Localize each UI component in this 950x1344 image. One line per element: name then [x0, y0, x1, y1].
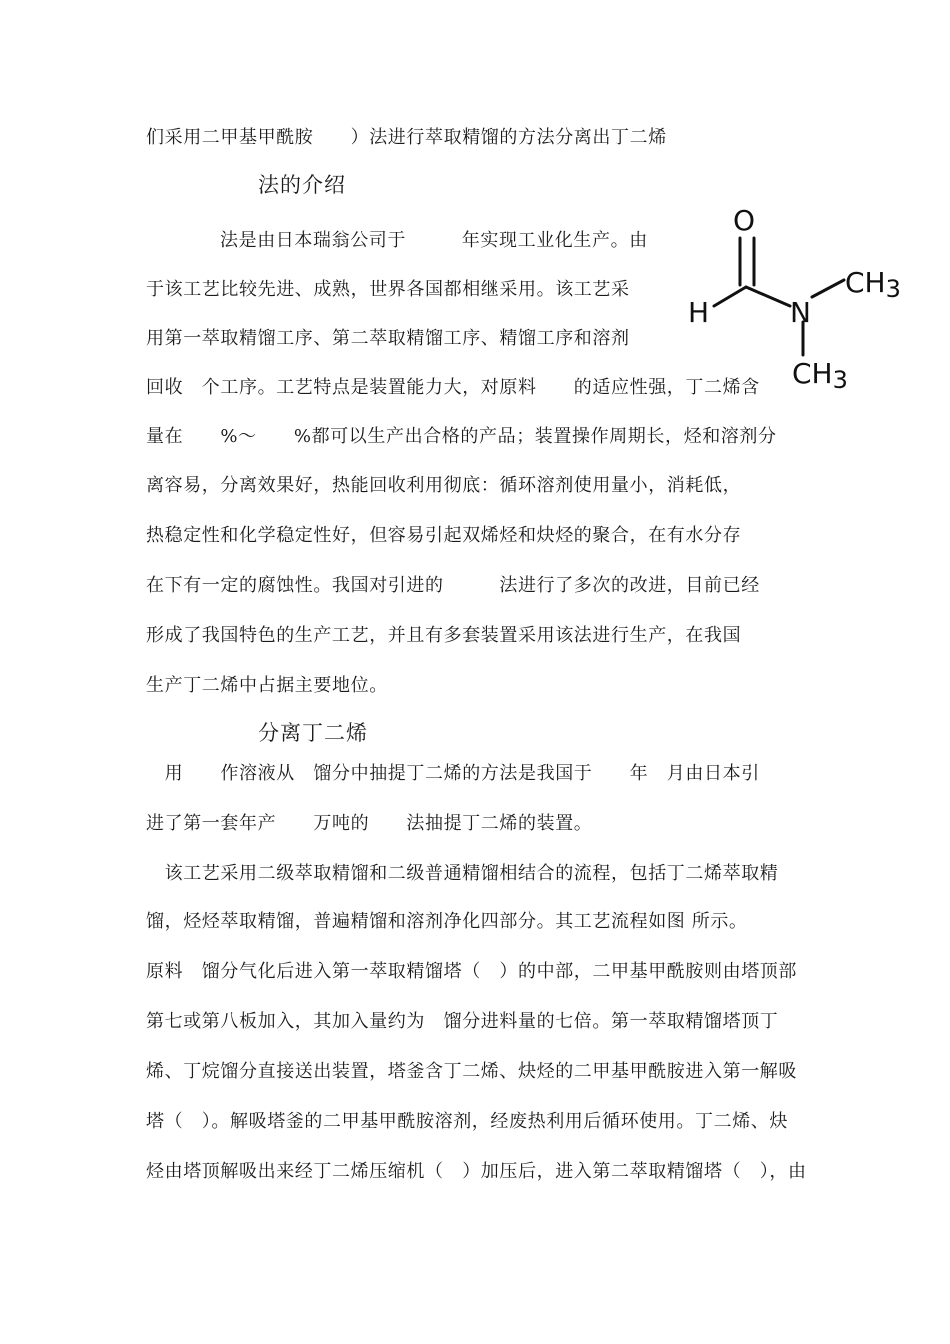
paragraph-line: 法是由日本瑞翁公司于 年实现工业化生产。由: [220, 230, 648, 251]
section-heading-separation: 分离丁二烯: [258, 721, 368, 745]
bond-c-h: [714, 287, 746, 306]
atom-o-label: O: [733, 204, 756, 237]
section-heading-intro: 法的介绍: [258, 173, 346, 197]
paragraph-line: 量在 %～ %都可以生产出合格的产品；装置操作周期长，烃和溶剂分: [146, 426, 777, 447]
paragraph-line: 离容易，分离效果好，热能回收利用彻底：循环溶剂使用量小，消耗低，: [146, 475, 742, 496]
methyl-2-subscript: 3: [832, 366, 848, 394]
paragraph-line: 用第一萃取精馏工序、第二萃取精馏工序、精馏工序和溶剂: [146, 328, 630, 349]
paragraph-line: 于该工艺比较先进、成熟，世界各国都相继采用。该工艺采: [146, 279, 630, 300]
paragraph-line: 形成了我国特色的生产工艺，并且有多套装置采用该法进行生产，在我国: [146, 625, 742, 646]
intro-line: 们采用二甲基甲酰胺 ）法进行萃取精馏的方法分离出丁二烯: [146, 127, 667, 148]
paragraph-line: 烃由塔顶解吸出来经丁二烯压缩机（ ）加压后，进入第二萃取精馏塔（ ），由: [146, 1161, 807, 1182]
methyl-group-2: [792, 357, 848, 394]
methyl-group-1: [845, 266, 901, 303]
paragraph-line: 塔（ ）。解吸塔釜的二甲基甲酰胺溶剂，经废热利用后循环使用。丁二烯、炔: [146, 1111, 788, 1132]
methyl-1-text: CH: [845, 266, 886, 299]
paragraph-line: 原料 馏分气化后进入第一萃取精馏塔（ ）的中部，二甲基甲酰胺则由塔顶部: [146, 961, 797, 982]
paragraph-line: 第七或第八板加入，其加入量约为 馏分进料量的七倍。第一萃取精馏塔顶丁: [146, 1011, 779, 1032]
paragraph-line: 馏，烃烃萃取精馏，普遍精馏和溶剂净化四部分。其工艺流程如图 所示。: [146, 911, 748, 932]
paragraph-line: 在下有一定的腐蚀性。我国对引进的 法进行了多次的改进，目前已经: [146, 575, 760, 596]
methyl-1-subscript: 3: [885, 275, 901, 303]
paragraph-line: 进了第一套年产 万吨的 法抽提丁二烯的装置。: [146, 813, 593, 834]
bond-c-n: [746, 287, 790, 306]
atom-n-label: N: [790, 296, 811, 329]
dmf-structure-diagram: [680, 200, 910, 395]
paragraph-line: 烯、丁烷馏分直接送出装置，塔釜含丁二烯、炔烃的二甲基甲酰胺进入第一解吸: [146, 1061, 797, 1082]
paragraph-line: 该工艺采用二级萃取精馏和二级普通精馏相结合的流程，包括丁二烯萃取精: [146, 863, 779, 884]
paragraph-line: 生产丁二烯中占据主要地位。: [146, 675, 388, 696]
methyl-2-text: CH: [792, 357, 833, 390]
paragraph-line: 用 作溶液从 馏分中抽提丁二烯的方法是我国于 年 月由日本引: [146, 763, 760, 784]
paragraph-line: 热稳定性和化学稳定性好，但容易引起双烯烃和炔烃的聚合，在有水分存: [146, 525, 742, 546]
atom-h-label: H: [688, 296, 710, 329]
bond-n-ch3-1: [812, 280, 844, 297]
paragraph-line: 回收 个工序。工艺特点是装置能力大，对原料 的适应性强，丁二烯含: [146, 377, 760, 398]
molecule-bonds: [714, 238, 844, 355]
